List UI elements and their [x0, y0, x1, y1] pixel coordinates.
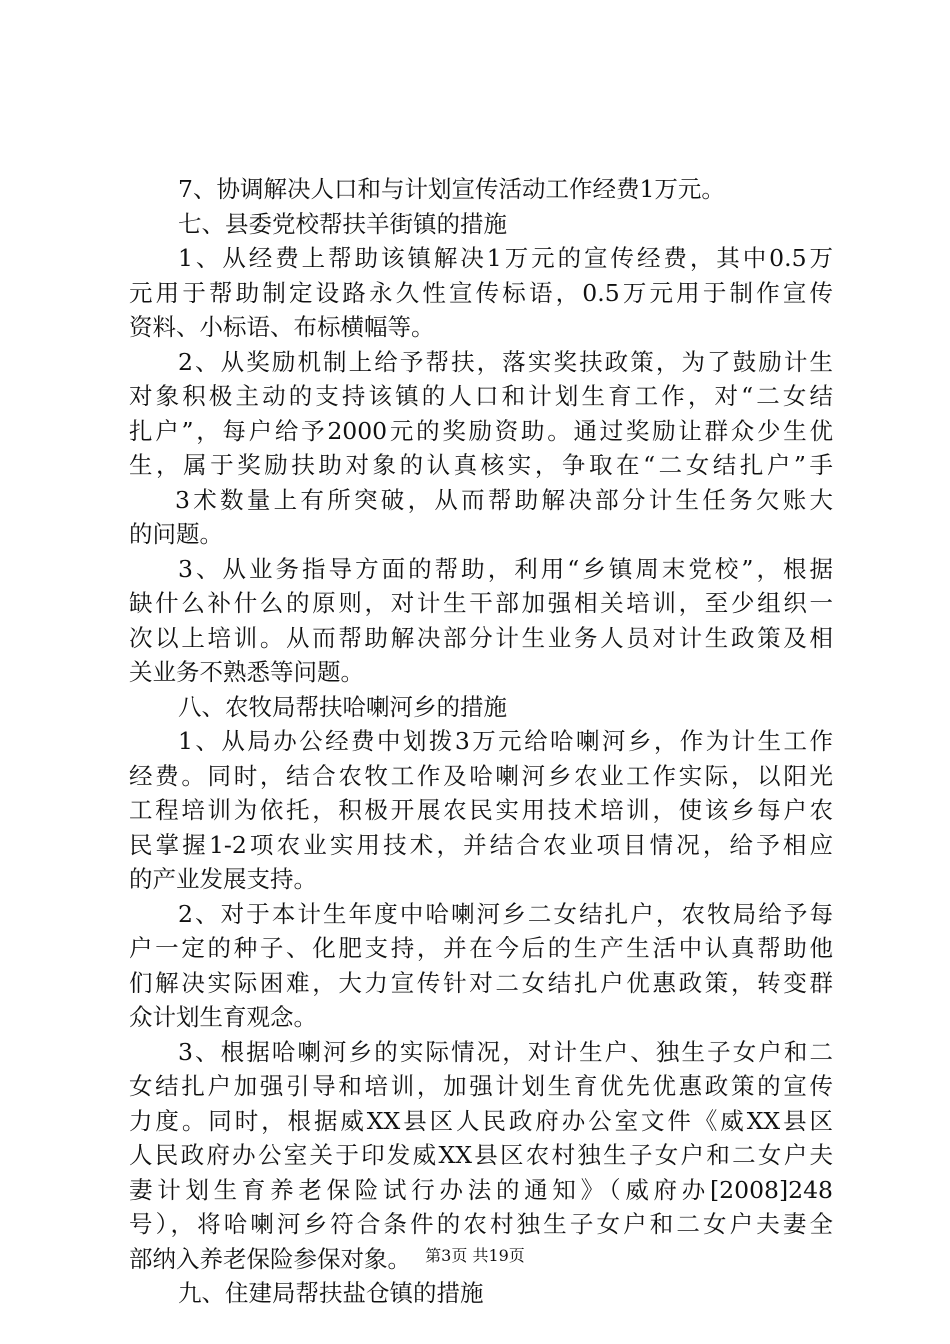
section-heading: 九、住建局帮扶盐仓镇的措施	[178, 1279, 484, 1307]
body-line: 元用于帮助制定设路永久性宣传标语，0.5万元用于制作宣传	[129, 278, 833, 307]
body-line: 部纳入养老保险参保对象。	[129, 1244, 411, 1273]
body-line: 2、从奖励机制上给予帮扶，落实奖扶政策，为了鼓励计生	[178, 347, 833, 376]
page-number-footer: 第3页 共19页	[425, 1246, 525, 1265]
body-line: 们解决实际困难，大力宣传针对二女结扎户优惠政策，转变群	[129, 968, 833, 997]
body-line: 妻计划生育养老保险试行办法的通知》（威府办[2008]248	[129, 1175, 833, 1204]
body-line: 的问题。	[129, 520, 223, 548]
document-body	[129, 172, 833, 1311]
body-line: 号），将哈喇河乡符合条件的农村独生子女户和二女户夫妻全	[129, 1210, 833, 1238]
body-line: 众计划生育观念。	[129, 1003, 317, 1031]
body-line: 2、对于本计生年度中哈喇河乡二女结扎户，农牧局给予每	[178, 899, 833, 928]
body-line: 民掌握1-2项农业实用技术，并结合农业项目情况，给予相应	[129, 830, 833, 859]
body-line: 户一定的种子、化肥支持，并在今后的生产生活中认真帮助他	[129, 934, 833, 962]
body-line: 3术数量上有所突破，从而帮助解决部分计生任务欠账大	[175, 485, 833, 514]
body-line: 1、从经费上帮助该镇解决1万元的宣传经费，其中0.5万	[178, 244, 833, 272]
body-line: 对象积极主动的支持该镇的人口和计划生育工作，对“二女结	[129, 382, 833, 410]
section-heading: 八、农牧局帮扶哈喇河乡的措施	[178, 692, 507, 721]
body-line: 3、从业务指导方面的帮助，利用“乡镇周末党校”，根据	[178, 554, 833, 583]
body-line: 的产业发展支持。	[129, 865, 317, 893]
body-line: 关业务不熟悉等问题。	[129, 658, 364, 686]
body-line: 缺什么补什么的原则，对计生干部加强相关培训，至少组织一	[129, 589, 833, 617]
body-line: 生，属于奖励扶助对象的认真核实，争取在“二女结扎户”手	[129, 451, 833, 479]
body-line: 女结扎户加强引导和培训，加强计划生育优先优惠政策的宣传	[129, 1072, 833, 1100]
section-heading: 七、县委党校帮扶羊街镇的措施	[178, 209, 507, 238]
body-line: 3、根据哈喇河乡的实际情况，对计生户、独生子女户和二	[178, 1037, 833, 1066]
body-line: 人民政府办公室关于印发威XX县区农村独生子女户和二女户夫	[129, 1141, 833, 1169]
body-line: 次以上培训。从而帮助解决部分计生业务人员对计生政策及相	[129, 623, 833, 652]
body-line: 工程培训为依托，积极开展农民实用技术培训，使该乡每户农	[129, 796, 833, 824]
body-line: 扎户”，每户给予2000元的奖励资助。通过奖励让群众少生优	[129, 416, 833, 445]
body-line: 7、协调解决人口和与计划宣传活动工作经费1万元。	[178, 175, 725, 203]
body-line: 经费。同时，结合农牧工作及哈喇河乡农业工作实际，以阳光	[129, 761, 833, 790]
body-line: 力度。同时，根据威XX县区人民政府办公室文件《威XX县区	[129, 1106, 833, 1135]
body-line: 1、从局办公经费中划拨3万元给哈喇河乡，作为计生工作	[178, 727, 833, 755]
body-line: 资料、小标语、布标横幅等。	[129, 313, 435, 341]
